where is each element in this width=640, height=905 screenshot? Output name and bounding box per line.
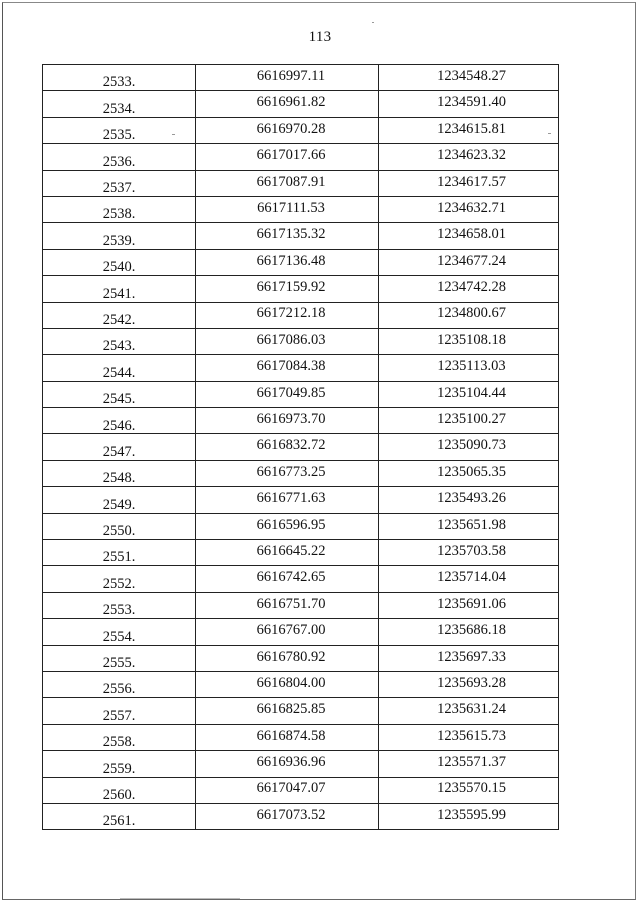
y-coordinate-cell: 1235090.73 [379,434,559,460]
x-coordinate-cell: 6616645.22 [196,540,379,566]
x-coordinate-cell: 6616596.95 [196,513,379,539]
x-coordinate-cell: 6617136.48 [196,249,379,275]
table-row [43,619,559,645]
table-row [43,803,559,829]
table-row [43,117,559,143]
scan-speck [172,134,175,135]
y-coordinate-cell: 1234591.40 [379,91,559,117]
x-coordinate-cell: 6616751.70 [196,592,379,618]
y-coordinate-cell: 1234800.67 [379,302,559,328]
x-coordinate-cell: 6616874.58 [196,724,379,750]
y-coordinate-cell: 1235100.27 [379,408,559,434]
y-coordinate-cell: 1235113.03 [379,355,559,381]
x-coordinate-cell: 6617017.66 [196,144,379,170]
y-coordinate-cell: 1234615.81 [379,117,559,143]
x-coordinate-cell: 6617212.18 [196,302,379,328]
table-row [43,328,559,354]
coordinates-table [42,64,559,830]
x-coordinate-cell: 6616973.70 [196,408,379,434]
x-coordinate-cell: 6616961.82 [196,91,379,117]
coordinates-table-body [43,65,559,830]
point-number-cell: 2559. [43,751,196,777]
y-coordinate-cell: 1234677.24 [379,249,559,275]
y-coordinate-cell: 1235691.06 [379,592,559,618]
y-coordinate-cell: 1235714.04 [379,566,559,592]
table-row [43,196,559,222]
y-coordinate-cell: 1235703.58 [379,540,559,566]
x-coordinate-cell: 6617086.03 [196,328,379,354]
point-number-cell: 2543. [43,328,196,354]
y-coordinate-cell: 1235615.73 [379,724,559,750]
point-number-cell: 2533. [43,65,196,91]
x-coordinate-cell: 6617159.92 [196,276,379,302]
table-row [43,540,559,566]
point-number-cell: 2558. [43,724,196,750]
x-coordinate-cell: 6616997.11 [196,65,379,91]
table-row [43,513,559,539]
x-coordinate-cell: 6617084.38 [196,355,379,381]
point-number-cell: 2544. [43,355,196,381]
point-number-cell: 2542. [43,302,196,328]
table-row [43,777,559,803]
table-row [43,487,559,513]
table-row [43,355,559,381]
y-coordinate-cell: 1234548.27 [379,65,559,91]
point-number-cell: 2561. [43,803,196,829]
point-number-cell: 2556. [43,671,196,697]
point-number-cell: 2536. [43,144,196,170]
scan-speck [548,133,551,134]
y-coordinate-cell: 1235108.18 [379,328,559,354]
table-row [43,698,559,724]
table-row [43,460,559,486]
x-coordinate-cell: 6616771.63 [196,487,379,513]
y-coordinate-cell: 1234617.57 [379,170,559,196]
page-number: 113 [308,29,332,45]
point-number-cell: 2551. [43,540,196,566]
y-coordinate-cell: 1234742.28 [379,276,559,302]
x-coordinate-cell: 6616970.28 [196,117,379,143]
x-coordinate-cell: 6616825.85 [196,698,379,724]
scan-speck [372,22,374,23]
point-number-cell: 2535. [43,117,196,143]
point-number-cell: 2553. [43,592,196,618]
table-row [43,65,559,91]
x-coordinate-cell: 6616804.00 [196,671,379,697]
table-row [43,671,559,697]
y-coordinate-cell: 1235631.24 [379,698,559,724]
point-number-cell: 2540. [43,249,196,275]
x-coordinate-cell: 6617073.52 [196,803,379,829]
table-row [43,592,559,618]
x-coordinate-cell: 6616936.96 [196,751,379,777]
point-number-cell: 2534. [43,91,196,117]
scan-edge-mark [120,898,240,899]
y-coordinate-cell: 1235595.99 [379,803,559,829]
y-coordinate-cell: 1234658.01 [379,223,559,249]
x-coordinate-cell: 6617047.07 [196,777,379,803]
x-coordinate-cell: 6616780.92 [196,645,379,671]
point-number-cell: 2550. [43,513,196,539]
table-row [43,724,559,750]
point-number-cell: 2545. [43,381,196,407]
point-number-cell: 2557. [43,698,196,724]
table-row [43,91,559,117]
table-row [43,645,559,671]
point-number-cell: 2549. [43,487,196,513]
point-number-cell: 2554. [43,619,196,645]
table-row [43,302,559,328]
table-row [43,408,559,434]
table-row [43,434,559,460]
table-row [43,249,559,275]
point-number-cell: 2555. [43,645,196,671]
x-coordinate-cell: 6617111.53 [196,196,379,222]
y-coordinate-cell: 1234632.71 [379,196,559,222]
y-coordinate-cell: 1234623.32 [379,144,559,170]
x-coordinate-cell: 6616742.65 [196,566,379,592]
y-coordinate-cell: 1235693.28 [379,671,559,697]
y-coordinate-cell: 1235493.26 [379,487,559,513]
table-row [43,566,559,592]
y-coordinate-cell: 1235570.15 [379,777,559,803]
point-number-cell: 2541. [43,276,196,302]
y-coordinate-cell: 1235065.35 [379,460,559,486]
y-coordinate-cell: 1235104.44 [379,381,559,407]
point-number-cell: 2552. [43,566,196,592]
x-coordinate-cell: 6616773.25 [196,460,379,486]
point-number-cell: 2546. [43,408,196,434]
x-coordinate-cell: 6617135.32 [196,223,379,249]
x-coordinate-cell: 6616832.72 [196,434,379,460]
x-coordinate-cell: 6616767.00 [196,619,379,645]
point-number-cell: 2547. [43,434,196,460]
table-row [43,751,559,777]
table-row [43,144,559,170]
y-coordinate-cell: 1235571.37 [379,751,559,777]
point-number-cell: 2539. [43,223,196,249]
point-number-cell: 2537. [43,170,196,196]
y-coordinate-cell: 1235651.98 [379,513,559,539]
y-coordinate-cell: 1235686.18 [379,619,559,645]
table-row [43,223,559,249]
point-number-cell: 2560. [43,777,196,803]
table-row [43,276,559,302]
point-number-cell: 2548. [43,460,196,486]
table-row [43,381,559,407]
x-coordinate-cell: 6617049.85 [196,381,379,407]
y-coordinate-cell: 1235697.33 [379,645,559,671]
table-row [43,170,559,196]
point-number-cell: 2538. [43,196,196,222]
x-coordinate-cell: 6617087.91 [196,170,379,196]
